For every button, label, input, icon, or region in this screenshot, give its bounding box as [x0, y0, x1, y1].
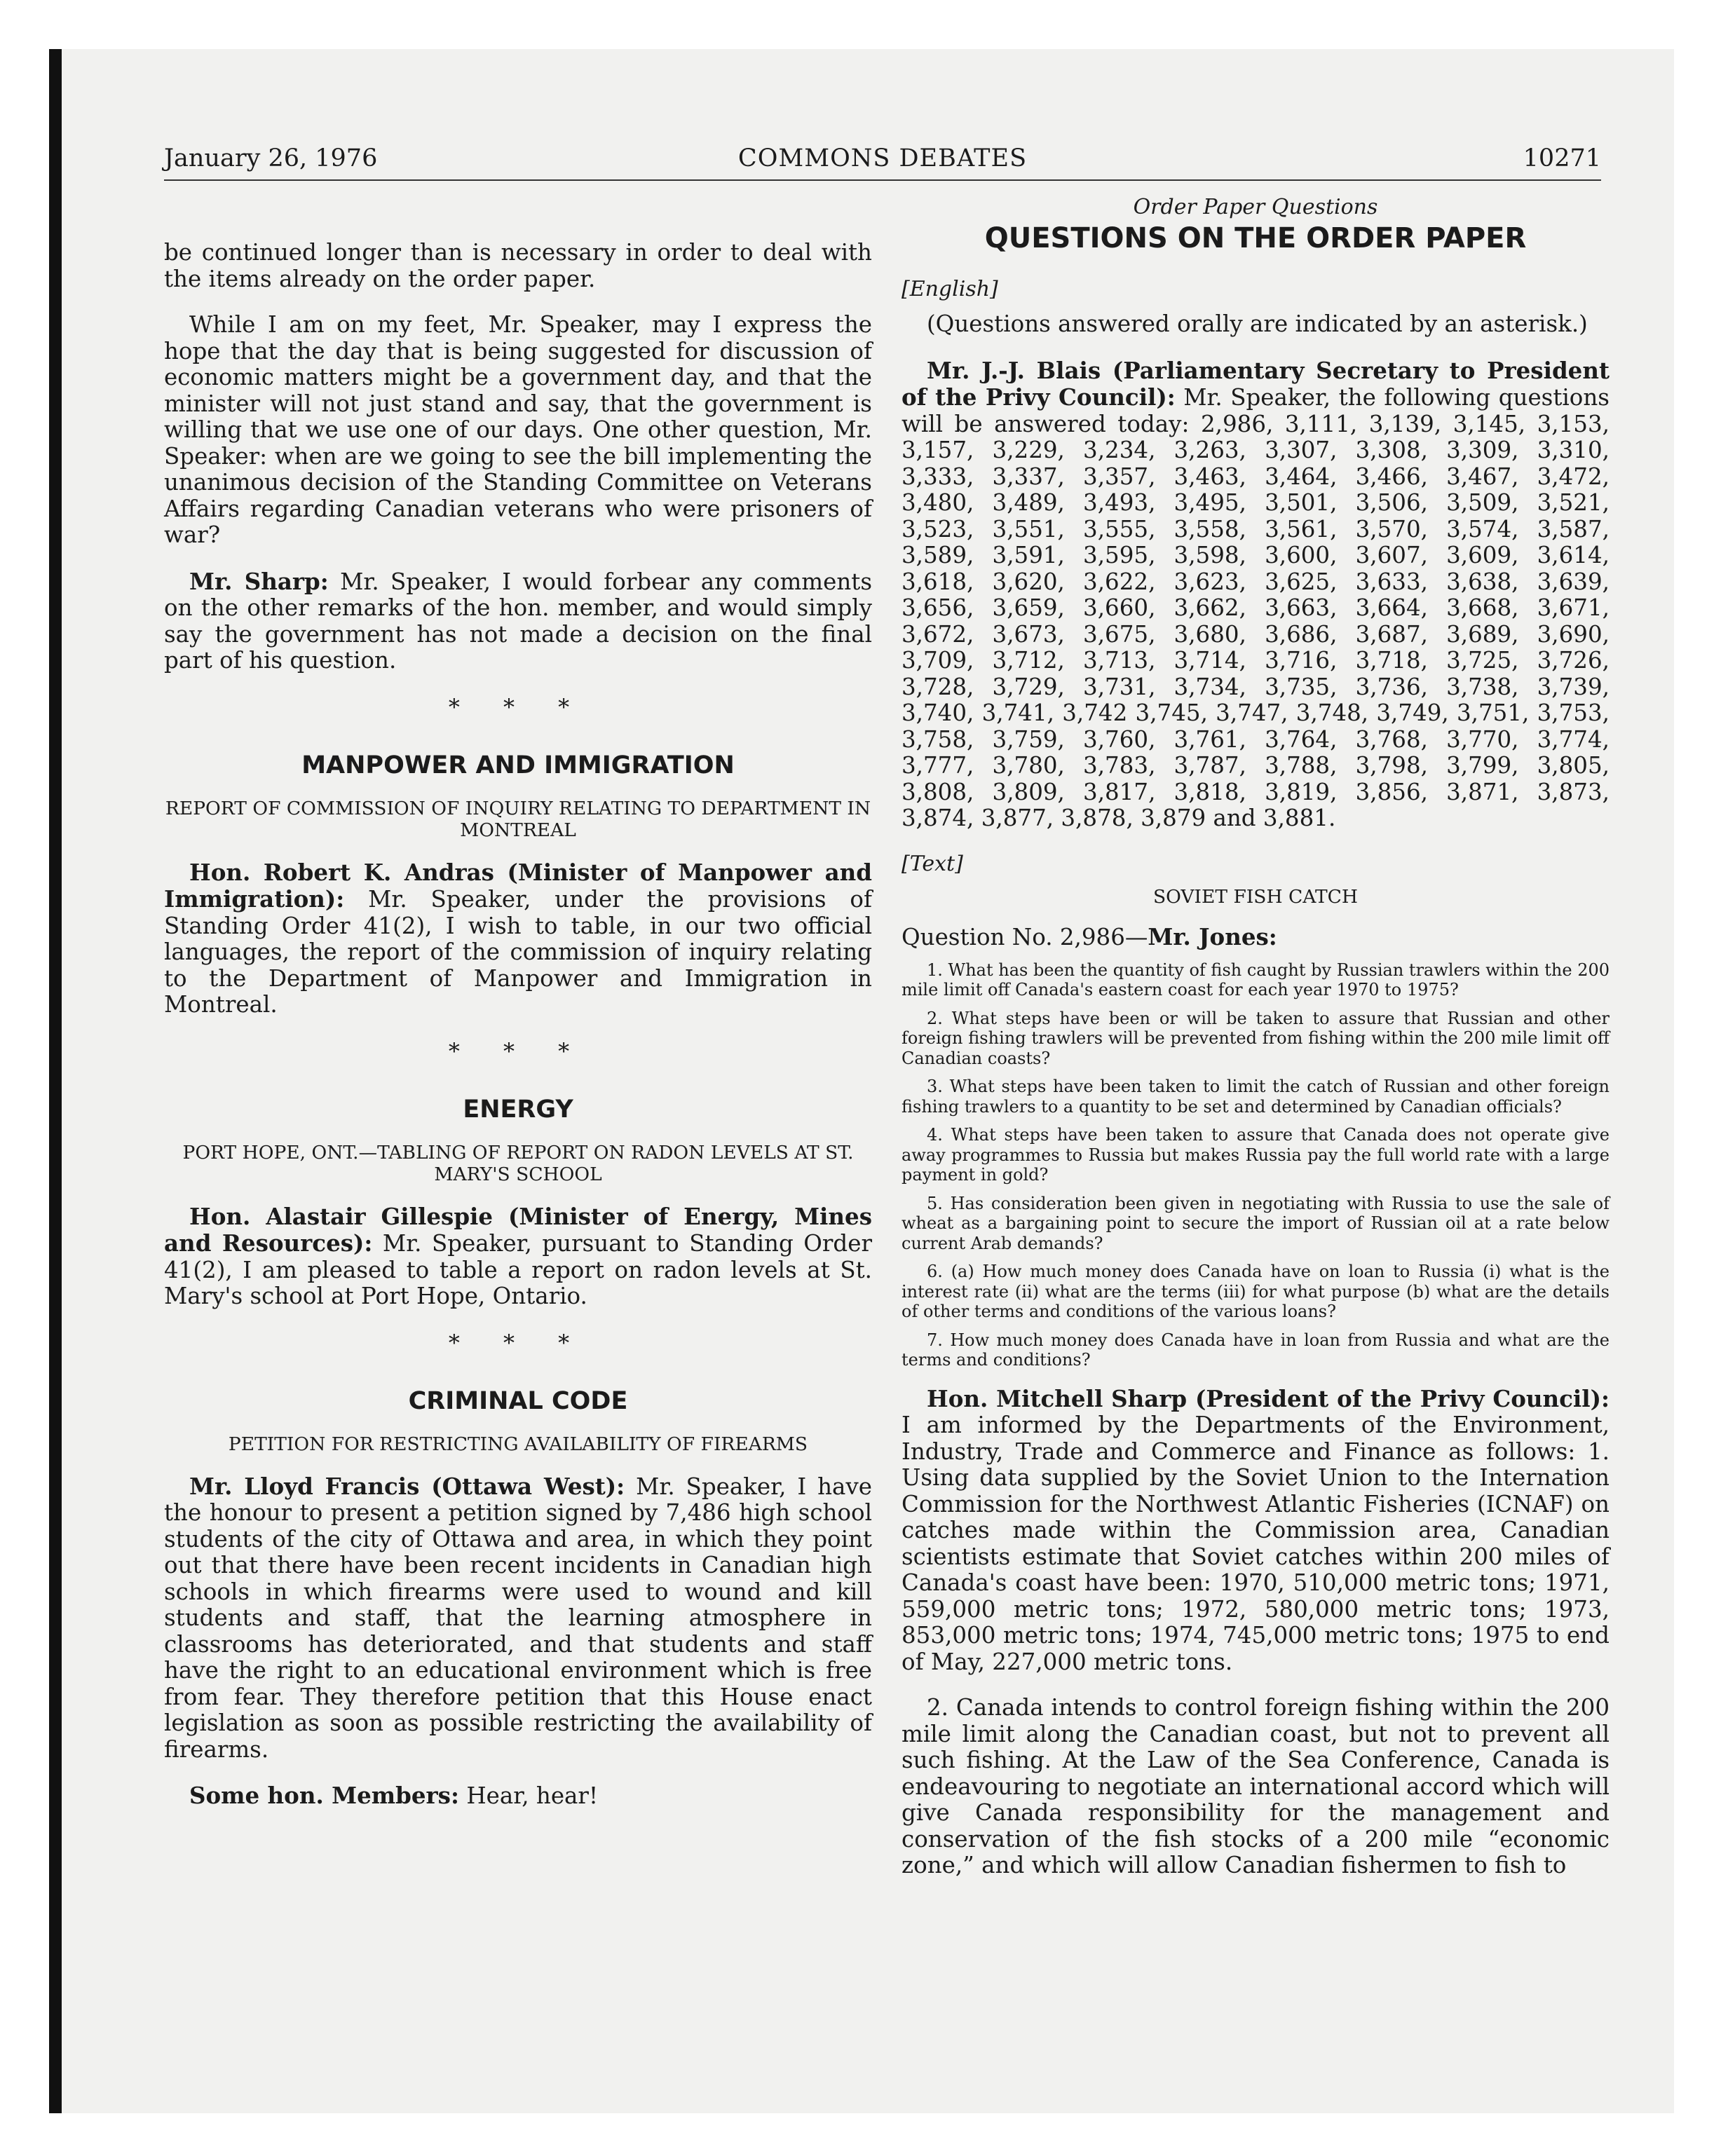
document-page: [164, 140, 1610, 1963]
main-heading: QUESTIONS ON THE ORDER PAPER: [984, 222, 1527, 254]
question-item: 5. Has consideration been given in negotiating with Russia to use the sale of wheat as a bargaining point to secure the import of Russian oil at a rate below current Arab demands?: [901, 1193, 1610, 1253]
question-item: 2. What steps have been or will be taken to assure that Russian and other foreign fishing trawlers will be prevented from fishing within the 200 mile limit off Canadian coasts?: [901, 1008, 1610, 1068]
speech-text: Mr. Speaker, under the provisions of Standing Order 41(2), I wish to table, in our two official languages, the report of the commission of inquiry relating to the Department of Manpower and Immigration in Montreal.: [164, 886, 872, 1018]
right-column: [901, 195, 1610, 1899]
question-member: Mr. Jones:: [1148, 922, 1277, 950]
speaker-name: Mr. J.-J. Blais (Parliamentary Secretary to President of the Privy Council):: [901, 356, 1610, 411]
question-item: 1. What has been the quantity of fish caught by Russian trawlers within the 200 mile limit off Canada's eastern coast for each year 1970 to 1975?: [901, 960, 1610, 999]
question-topic: SOVIET FISH CATCH: [1152, 885, 1359, 908]
speech-text: Mr. Speaker, the following questions will be answered today: 2,986, 3,111, 3,139, 3,145, 3,153, 3,157, 3,229, 3,234, 3,263, 3,307, 3,308, 3,309, 3,310, 3,333, 3,337, 3,357, 3,463, 3,464, 3,466, 3,467, 3,472, 3,480, 3,489, 3,493, 3,495, 3,501, 3,506, 3,509, 3,521, 3,523, 3,551, 3,555, 3,558, 3,561, 3,570, 3,574, 3,587, 3,589, 3,591, 3,595, 3,598, 3,600, 3,607, 3,609, 3,614, 3,618, 3,620, 3,622, 3,623, 3,625, 3,633, 3,638, 3,639, 3,656, 3,659, 3,660, 3,662, 3,663, 3,664, 3,668, 3,671, 3,672, 3,673, 3,675, 3,680, 3,686, 3,687, 3,689, 3,690, 3,709, 3,712, 3,713, 3,714, 3,716, 3,718, 3,725, 3,726, 3,728, 3,729, 3,731, 3,734, 3,735, 3,736, 3,738, 3,739, 3,740, 3,741, 3,742 3,745, 3,747, 3,748, 3,749, 3,751, 3,753, 3,758, 3,759, 3,760, 3,761, 3,764, 3,768, 3,770, 3,774, 3,777, 3,780, 3,783, 3,787, 3,788, 3,798, 3,799, 3,805, 3,808, 3,809, 3,817, 3,818, 3,819, 3,856, 3,871, 3,873, 3,874, 3,877, 3,878, 3,879 and 3,881.: [901, 384, 1610, 831]
paragraph: be continued longer than is necessary in order to deal with the items already on the order paper.: [164, 239, 872, 292]
speaker-name: Hon. Mitchell Sharp (President of the Privy Council):: [927, 1384, 1610, 1412]
scan-edge: [49, 49, 62, 2113]
speech-text: Hear, hear!: [466, 1782, 599, 1809]
header-title: COMMONS DEBATES: [737, 144, 1028, 172]
speech-members: [164, 1782, 872, 1810]
language-marker: [Text]: [901, 851, 963, 876]
running-header: [164, 140, 1601, 181]
speech-gillespie: [164, 1203, 872, 1310]
left-column: [164, 240, 872, 1829]
speaker-name: Some hon. Members:: [189, 1782, 459, 1809]
speech-andras: [164, 859, 872, 1018]
speaker-name: Mr. Sharp:: [189, 567, 329, 595]
speech-blais: [901, 357, 1610, 832]
section-heading-manpower: MANPOWER AND IMMIGRATION: [301, 751, 735, 779]
rubric: Order Paper Questions: [1133, 195, 1378, 219]
section-separator: * * *: [448, 1037, 588, 1065]
header-page-number: 10271: [1523, 144, 1601, 172]
question-item: 6. (a) How much money does Canada have on loan to Russia (i) what is the interest rate (ii) what are the terms (iii) for what purpose (b) what are the details of other terms and conditions of the various loans?: [901, 1262, 1610, 1321]
speech-sharp: [164, 568, 872, 674]
speaker-name: Mr. Lloyd Francis (Ottawa West):: [189, 1472, 625, 1500]
asterisk-note: (Questions answered orally are indicated by an asterisk.): [927, 311, 1588, 337]
section-separator: * * *: [448, 693, 588, 721]
section-separator: * * *: [448, 1329, 588, 1356]
speech-francis: [164, 1473, 872, 1763]
speaker-name: Hon. Alastair Gillespie (Minister of Energy, Mines and Resources):: [164, 1202, 872, 1257]
question-item: 7. How much money does Canada have in loan from Russia and what are the terms and conditions?: [901, 1330, 1610, 1370]
speaker-name: Hon. Robert K. Andras (Minister of Manpower and Immigration):: [164, 858, 872, 913]
header-date: January 26, 1976: [164, 144, 378, 172]
subheading: PETITION FOR RESTRICTING AVAILABILITY OF FIREARMS: [228, 1433, 808, 1455]
speech-sharp-answer: [901, 1386, 1610, 1676]
speech-text: Mr. Speaker, I have the honour to present a petition signed by 7,486 high school students of the city of Ottawa and area, in which they point out that there have been recent incidents in Canadian high schools in which firearms were used to wound and kill students and staff, that the learning atmosphere in classrooms has deteriorated, and that students and staff have the right to an educational environment which is free from fear. They therefore petition that this House enact legislation as soon as possible restricting the availability of firearms.: [164, 1473, 872, 1763]
subheading: REPORT OF COMMISSION OF INQUIRY RELATING TO DEPARTMENT IN MONTREAL: [165, 797, 871, 841]
speech-text: I am informed by the Departments of the Environment, Industry, Trade and Commerce and Finance as follows: 1. Using data supplied by the Soviet Union to the Internation Commission for the Northwest Atlantic Fisheries (ICNAF) on catches made within the Commission area, Canadian scientists estimate that Soviet catches within 200 miles of Canada's coast have been: 1970, 510,000 metric tons; 1971, 559,000 metric tons; 1972, 580,000 metric tons; 1973, 853,000 metric tons; 1974, 745,000 metric tons; 1975 to end of May, 227,000 metric tons.: [901, 1412, 1610, 1675]
question-label: Question No. 2,986—: [901, 923, 1148, 950]
speech-text: Mr. Speaker, I would forbear any comments on the other remarks of the hon. member, and would simply say the government has not made a decision on the final part of his question.: [164, 568, 873, 674]
subheading: PORT HOPE, ONT.—TABLING OF REPORT ON RADON LEVELS AT ST. MARY'S SCHOOL: [182, 1141, 854, 1185]
question-number: [901, 923, 1610, 950]
question-item: 4. What steps have been taken to assure that Canada does not operate give away programmes to Russia but makes Russia pay the full world rate with a large payment in gold?: [901, 1125, 1610, 1185]
speech-text: Mr. Speaker, pursuant to Standing Order 41(2), I am pleased to table a report on radon levels at St. Mary's school at Port Hope, Ontario.: [164, 1230, 872, 1309]
paragraph: 2. Canada intends to control foreign fishing within the 200 mile limit along the Canadian coast, but not to prevent all such fishing. At the Law of the Sea Conference, Canada is endeavouring to negotiate an international accord which will give Canada responsibility for the management and conservation of the fish stocks of a 200 mile “economic zone,” and which will allow Canadian fishermen to fish to: [901, 1694, 1610, 1878]
section-heading-criminal-code: CRIMINAL CODE: [408, 1386, 628, 1415]
paragraph: While I am on my feet, Mr. Speaker, may I express the hope that the day that is being suggested for discussion of economic matters might be a government day, and that the minister will not just stand and say, that the government is willing that we use one of our days. One other question, Mr. Speaker: when are we going to see the bill implementing the unanimous decision of the Standing Committee on Veterans Affairs regarding Canadian veterans who were prisoners of war?: [164, 311, 872, 548]
section-heading-energy: ENERGY: [463, 1095, 573, 1124]
question-item: 3. What steps have been taken to limit the catch of Russian and other foreign fishing trawlers to a quantity to be set and determined by Canadian officials?: [901, 1077, 1610, 1117]
language-marker: [English]: [901, 277, 998, 301]
